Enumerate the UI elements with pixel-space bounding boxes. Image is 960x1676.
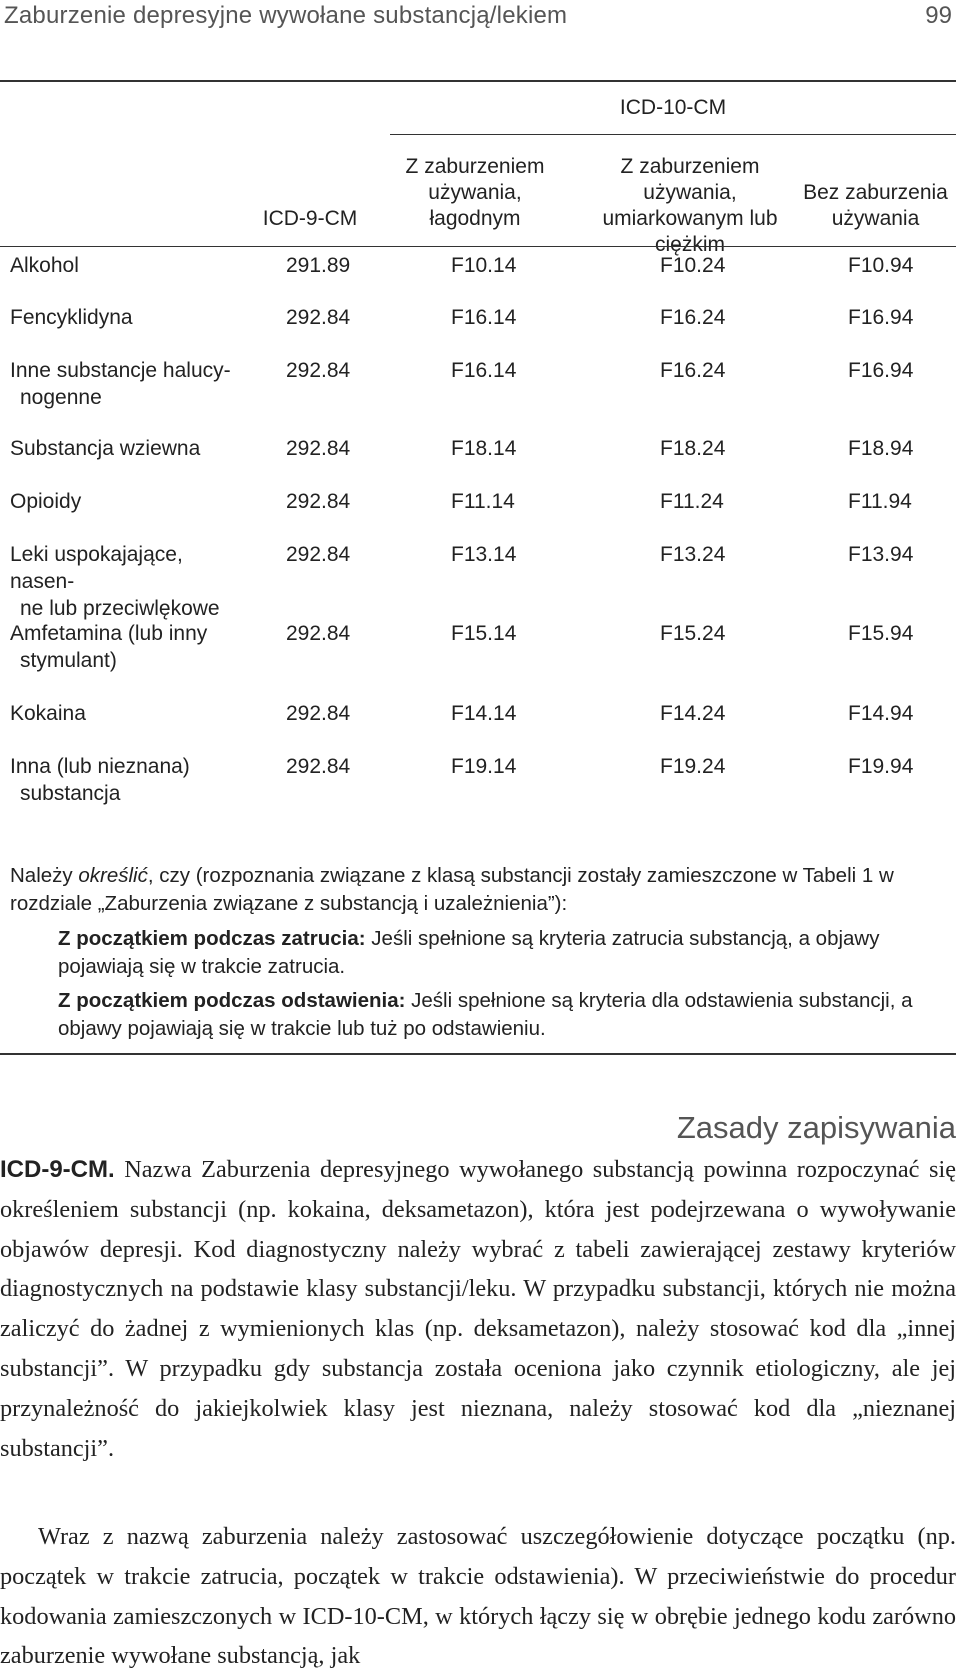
- icd10-none-code: F16.94: [848, 359, 914, 382]
- substance-name: Inna (lub nieznana): [10, 755, 190, 778]
- substance-cell: [10, 304, 250, 331]
- icd10-none-code: F13.94: [848, 543, 914, 566]
- specifier-intro-end: , czy (rozpoznania związane z klasą substancji zostały zamieszczone w Tabeli 1 w rozdziale „Zaburzenia związane z substancją i uzależnienia”):: [10, 864, 894, 915]
- substance-cell: [10, 700, 250, 727]
- icd10-none-code: F15.94: [848, 622, 914, 645]
- icd9-code: 292.84: [286, 755, 351, 778]
- specifier-item-withdrawal: [58, 987, 956, 1043]
- specifier-term: Z początkiem podczas zatrucia:: [58, 927, 366, 950]
- table-header-rule: [0, 246, 956, 247]
- substance-name-cont: stymulant): [20, 649, 117, 672]
- paragraph-text: Nazwa Zaburzenia depresyjnego wywołanego substancją powinna rozpoczynać się określeniem substancji (np. kokaina, deksametazon), która jest podejrzewana o wywoływanie objawów depresji. Kod diagnostyczny należy wybrać z tabeli zawierającej zestawy kryteriów diagnostycznych na podstawie klasy substancji/leku. W przypadku substancji, których nie można zaliczyć do żadnej z wymienionych klas (np. deksametazon), należy stosować kod dla „innej substancji”. W przypadku gdy substancja została oceniona jako czynnik etiologiczny, ale jej przynależność do jakiejkolwiek klasy jest nieznana, należy stosować kod dla „nieznanej substancji”.: [0, 1156, 956, 1462]
- icd9-code: 292.84: [286, 306, 351, 329]
- substance-cell: [10, 252, 250, 279]
- substance-name-cont: substancja: [20, 782, 121, 805]
- icd10-moderate-code: F14.24: [660, 702, 726, 725]
- icd10-none-code: F18.94: [848, 437, 914, 460]
- specifier-item-intoxication: [58, 925, 956, 981]
- column-header-icd9: ICD-9-CM: [262, 207, 358, 230]
- body-paragraph: [0, 1150, 956, 1468]
- icd10-none-code: F14.94: [848, 702, 914, 725]
- icd10-none-code: F19.94: [848, 755, 914, 778]
- icd10-moderate-code: F13.24: [660, 543, 726, 566]
- substance-name: Opioidy: [10, 490, 82, 513]
- section-title: Zasady zapisywania: [676, 1110, 956, 1145]
- table-top-rule: [0, 80, 956, 82]
- column-header-mild: Z zaburzeniem używania, łagodnym: [405, 155, 545, 230]
- specifier-intro: [10, 862, 956, 918]
- icd10-none-code: F11.94: [848, 490, 912, 513]
- specifier-intro-emphasis: określić: [78, 864, 148, 887]
- substance-cell: [10, 753, 250, 807]
- icd10-mild-code: F15.14: [451, 622, 517, 645]
- substance-name: Leki uspokajające, nasen-: [10, 543, 183, 593]
- icd9-code: 292.84: [286, 359, 351, 382]
- page-number: 99: [925, 2, 952, 29]
- paragraph-lead: ICD-9-CM.: [0, 1156, 115, 1183]
- substance-cell: [10, 541, 250, 622]
- icd9-code: 292.84: [286, 543, 351, 566]
- substance-name: Inne substancje halucy-: [10, 359, 231, 382]
- icd10-mild-code: F11.14: [451, 490, 515, 513]
- icd10-mild-code: F19.14: [451, 755, 517, 778]
- column-header-moderate-severe: Z zaburzeniem używania, umiarkowanym lub ciężkim: [602, 155, 778, 256]
- icd10-mild-code: F13.14: [451, 543, 517, 566]
- substance-cell: [10, 620, 250, 674]
- icd9-code: 292.84: [286, 437, 351, 460]
- icd10-moderate-code: F18.24: [660, 437, 726, 460]
- icd10-moderate-code: F16.24: [660, 306, 726, 329]
- icd10-moderate-code: F10.24: [660, 254, 726, 277]
- icd9-code: 291.89: [286, 254, 351, 277]
- icd10-mild-code: F18.14: [451, 437, 517, 460]
- icd10-none-code: F16.94: [848, 306, 914, 329]
- substance-name: Amfetamina (lub inny: [10, 622, 208, 645]
- specifier-bottom-rule: [0, 1053, 956, 1055]
- specifier-term: Z początkiem podczas odstawienia:: [58, 989, 406, 1012]
- icd10-group-rule: [390, 134, 956, 135]
- running-title: Zaburzenie depresyjne wywołane substancją/lekiem: [4, 2, 568, 29]
- substance-name: Alkohol: [10, 254, 79, 277]
- substance-cell: [10, 435, 250, 462]
- substance-cell: [10, 488, 250, 515]
- icd9-code: 292.84: [286, 702, 351, 725]
- body-paragraph: [0, 1517, 956, 1676]
- icd10-moderate-code: F19.24: [660, 755, 726, 778]
- substance-name-cont: nogenne: [20, 386, 102, 409]
- specifier-intro-start: Należy: [10, 864, 79, 887]
- substance-name: Kokaina: [10, 702, 86, 725]
- specifier-text: Jeśli spełnione są kryteria zatrucia substancją, a objawy pojawiają się w trakcie zatrucia.: [58, 927, 880, 978]
- icd9-code: 292.84: [286, 490, 351, 513]
- substance-cell: [10, 357, 250, 411]
- paragraph-text: Wraz z nazwą zaburzenia należy zastosować uszczegółowienie dotyczące początku (np. początek w trakcie zatrucia, początek w trakcie odstawienia). W przeciwieństwie do procedur kodowania zamieszczonych w ICD-10-CM, w których łączy się w obrębie jednego kodu zarówno zaburzenie wywołane substancją, jak: [0, 1523, 956, 1670]
- icd10-moderate-code: F11.24: [660, 490, 724, 513]
- icd10-group-header: ICD-10-CM: [619, 96, 727, 119]
- substance-name-cont: ne lub przeciwlękowe: [20, 597, 220, 620]
- substance-name: Substancja wziewna: [10, 437, 201, 460]
- icd10-mild-code: F10.14: [451, 254, 517, 277]
- icd10-moderate-code: F15.24: [660, 622, 726, 645]
- column-header-no-use-disorder: Bez zaburzenia używania: [803, 181, 948, 230]
- icd9-code: 292.84: [286, 622, 351, 645]
- icd10-mild-code: F16.14: [451, 306, 517, 329]
- icd10-mild-code: F16.14: [451, 359, 517, 382]
- icd10-moderate-code: F16.24: [660, 359, 726, 382]
- substance-name: Fencyklidyna: [10, 306, 133, 329]
- icd10-none-code: F10.94: [848, 254, 914, 277]
- specifier-text: Jeśli spełnione są kryteria dla odstawienia substancji, a objawy pojawiają się w trakcie lub tuż po odstawieniu.: [58, 989, 913, 1040]
- icd10-mild-code: F14.14: [451, 702, 517, 725]
